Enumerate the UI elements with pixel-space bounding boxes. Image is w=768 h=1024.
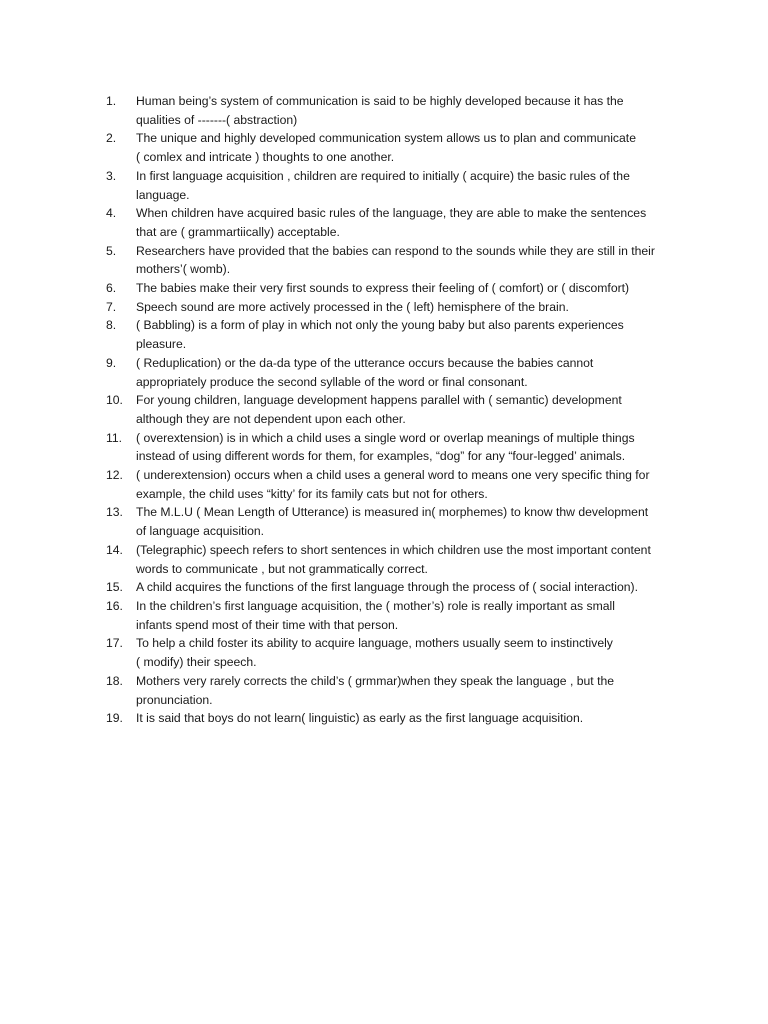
item-text	[136, 129, 686, 166]
list-item	[106, 634, 686, 671]
item-text-line: For young children, language development happens parallel with ( semantic) development	[136, 393, 622, 408]
item-text-line: qualities of -------( abstraction)	[136, 112, 298, 127]
list-item	[106, 167, 686, 204]
item-text-line: of language acquisition.	[136, 524, 265, 539]
list-item	[106, 279, 686, 298]
item-text	[136, 316, 686, 353]
item-text	[136, 709, 686, 728]
item-text	[136, 634, 686, 671]
item-text-line: infants spend most of their time with that person.	[136, 617, 399, 632]
list-item	[106, 354, 686, 391]
item-text-line: A child acquires the functions of the first language through the process of ( social interaction).	[136, 580, 639, 595]
list-item	[106, 672, 686, 709]
list-item	[106, 466, 686, 503]
list-item	[106, 597, 686, 634]
item-number: 9.	[106, 355, 117, 370]
item-text-line: Researchers have provided that the babies can respond to the sounds while they are still in their	[136, 243, 655, 258]
item-number: 12.	[106, 468, 123, 483]
item-text-line: ( underextension) occurs when a child uses a general word to means one very specific thing for	[136, 468, 650, 483]
item-text	[136, 391, 686, 428]
item-number: 16.	[106, 598, 123, 613]
item-text-line: ( comlex and intricate ) thoughts to one another.	[136, 150, 395, 165]
item-text	[136, 242, 686, 279]
item-text-line: ( Babbling) is a form of play in which not only the young baby but also parents experiences	[136, 318, 624, 333]
question-list	[106, 92, 686, 728]
item-text-line: The babies make their very first sounds to express their feeling of ( comfort) or ( discomfort)	[136, 281, 630, 296]
item-text-line: To help a child foster its ability to acquire language, mothers usually seem to instinctively	[136, 636, 613, 651]
item-number: 19.	[106, 711, 123, 726]
item-number: 10.	[106, 393, 123, 408]
list-item	[106, 578, 686, 597]
item-number: 11.	[106, 430, 123, 445]
list-item	[106, 709, 686, 728]
item-text-line: The unique and highly developed communication system allows us to plan and communicate	[136, 131, 636, 146]
item-text-line: (Telegraphic) speech refers to short sentences in which children use the most important content	[136, 542, 651, 557]
list-item	[106, 541, 686, 578]
item-text-line: words to communicate , but not grammatically correct.	[136, 561, 428, 576]
item-number: 13.	[106, 505, 123, 520]
item-text-line: mothers’( womb).	[136, 262, 231, 277]
item-number: 2.	[106, 131, 117, 146]
item-text-line: language.	[136, 187, 190, 202]
item-text	[136, 298, 686, 317]
item-text	[136, 597, 686, 634]
item-text	[136, 204, 686, 241]
item-text-line: In the children’s first language acquisition, the ( mother’s) role is really important as small	[136, 598, 615, 613]
list-item	[106, 242, 686, 279]
item-text-line: Mothers very rarely corrects the child’s ( grmmar)when they speak the language , but the	[136, 673, 615, 688]
list-item	[106, 204, 686, 241]
item-number: 7.	[106, 299, 117, 314]
list-item	[106, 298, 686, 317]
item-text	[136, 672, 686, 709]
item-text	[136, 279, 686, 298]
item-text	[136, 578, 686, 597]
item-text-line: When children have acquired basic rules of the language, they are able to make the sentences	[136, 206, 647, 221]
item-text-line: instead of using different words for them, for examples, “dog” for any “four-legged’ animals.	[136, 449, 626, 464]
list-item	[106, 391, 686, 428]
item-number: 8.	[106, 318, 117, 333]
item-text-line: In first language acquisition , children are required to initially ( acquire) the basic rules of the	[136, 168, 630, 183]
list-item	[106, 429, 686, 466]
item-text	[136, 466, 686, 503]
item-text-line: example, the child uses “kitty’ for its family cats but not for others.	[136, 486, 488, 501]
item-text	[136, 354, 686, 391]
item-number: 15.	[106, 580, 123, 595]
item-text	[136, 541, 686, 578]
item-text-line: Speech sound are more actively processed in the ( left) hemisphere of the brain.	[136, 299, 569, 314]
item-text-line: The M.L.U ( Mean Length of Utterance) is measured in( morphemes) to know thw development	[136, 505, 649, 520]
item-text-line: ( Reduplication) or the da-da type of the utterance occurs because the babies cannot	[136, 355, 594, 370]
item-text	[136, 167, 686, 204]
item-number: 5.	[106, 243, 117, 258]
item-text-line: appropriately produce the second syllable of the word or final consonant.	[136, 374, 528, 389]
item-text	[136, 503, 686, 540]
item-number: 6.	[106, 281, 117, 296]
list-item	[106, 316, 686, 353]
list-item	[106, 92, 686, 129]
item-text-line: It is said that boys do not learn( linguistic) as early as the first language acquisition.	[136, 711, 584, 726]
item-number: 18.	[106, 673, 123, 688]
item-text	[136, 92, 686, 129]
list-item	[106, 503, 686, 540]
item-text-line: that are ( grammartiically) acceptable.	[136, 224, 340, 239]
item-number: 1.	[106, 94, 117, 108]
item-number: 3.	[106, 168, 117, 183]
item-text-line: ( modify) their speech.	[136, 655, 257, 670]
list-item	[106, 129, 686, 166]
item-text-line: ( overextension) is in which a child uses a single word or overlap meanings of multiple things	[136, 430, 635, 445]
item-text-line: pleasure.	[136, 337, 187, 352]
item-text-line: pronunciation.	[136, 692, 213, 707]
item-text	[136, 429, 686, 466]
item-number: 14.	[106, 542, 123, 557]
item-number: 17.	[106, 636, 123, 651]
item-text-line: Human being’s system of communication is said to be highly developed because it has the	[136, 94, 624, 108]
item-number: 4.	[106, 206, 117, 221]
item-text-line: although they are not dependent upon each other.	[136, 411, 406, 426]
